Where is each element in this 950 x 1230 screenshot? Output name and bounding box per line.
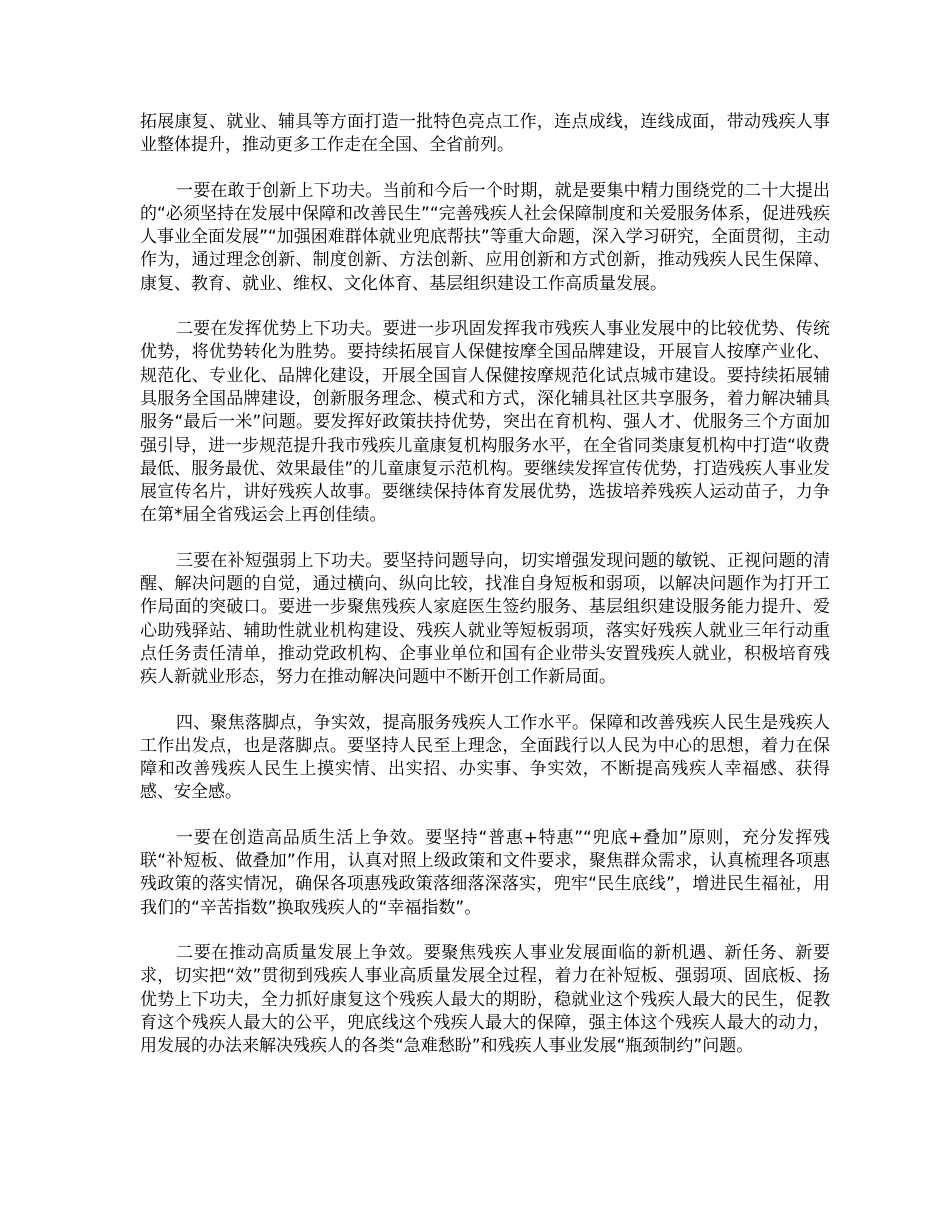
paragraph-4: 三要在补短强弱上下功夫。要坚持问题导向，切实增强发现问题的敏锐、正视问题的清醒、解决问题的自觉，通过横向、纵向比较，找准自身短板和弱项，以解决问题作为打开工作局面的突破口。要进一步聚焦残疾人家庭医生签约服务、基层组织建设服务能力提升、爱心助残驿站、辅助性就业机构建设、残疾人就业等短板弱项，落实好残疾人就业三年行动重点任务责任清单，推动党政机构、企事业单位和国有企业带头安置残疾人就业，积极培育残疾人新就业形态，努力在推动解决问题中不断开创工作新局面。: [140, 550, 830, 688]
paragraph-3: 二要在发挥优势上下功夫。要进一步巩固发挥我市残疾人事业发展中的比较优势、传统优势，将优势转化为胜势。要持续拓展盲人保健按摩全国品牌建设，开展盲人按摩产业化、规范化、专业化、品牌化建设，开展全国盲人保健按摩规范化试点城市建设。要持续拓展辅具服务全国品牌建设，创新服务理念、模式和方式，深化辅具社区共享服务，着力解决辅具服务“最后一米”问题。要发挥好政策扶持优势，突出在育机构、强人才、优服务三个方面加强引导，进一步规范提升我市残疾儿童康复机构服务水平，在全省同类康复机构中打造“收费最低、服务最优、效果最佳”的儿童康复示范机构。要继续发挥宣传优势，打造残疾人事业发展宣传名片，讲好残疾人故事。要继续保持体育发展优势，选拔培养残疾人运动苗子，力争在第*届全省残运会上再创佳绩。: [140, 319, 830, 526]
paragraph-6: 一要在创造高品质生活上争效。要坚持“普惠+特惠”“兜底+叠加”原则，充分发挥残联“补短板、做叠加”作用，认真对照上级政策和文件要求，聚焦群众需求，认真梳理各项惠残政策的落实情况，确保各项惠残政策落细落深落实，兜牢“民生底线”，增进民生福祉，用我们的“辛苦指数”换取残疾人的“幸福指数”。: [140, 827, 830, 918]
paragraph-5: 四、聚焦落脚点，争实效，提高服务残疾人工作水平。保障和改善残疾人民生是残疾人工作出发点，也是落脚点。要坚持人民至上理念，全面践行以人民为中心的思想，着力在保障和改善残疾人民生上摸实情、出实招、办实事、争实效，不断提高残疾人幸福感、获得感、安全感。: [140, 712, 830, 803]
paragraph-1: 拓展康复、就业、辅具等方面打造一批特色亮点工作，连点成线，连线成面，带动残疾人事业整体提升，推动更多工作走在全国、全省前列。: [140, 112, 830, 156]
paragraph-7: 二要在推动高质量发展上争效。要聚焦残疾人事业发展面临的新机遇、新任务、新要求，切实把“效”贯彻到残疾人事业高质量发展全过程，着力在补短板、强弱项、固底板、扬优势上下功夫，全力抓好康复这个残疾人最大的期盼，稳就业这个残疾人最大的民生，促教育这个残疾人最大的公平，兜底线这个残疾人最大的保障，强主体这个残疾人最大的动力，用发展的办法来解决残疾人的各类“急难愁盼”和残疾人事业发展“瓶颈制约”问题。: [140, 942, 830, 1057]
document-page: [140, 111, 830, 1080]
paragraph-2: 一要在敢于创新上下功夫。当前和今后一个时期，就是要集中精力围绕党的二十大提出的“必须坚持在发展中保障和改善民生”“完善残疾人社会保障制度和关爱服务体系，促进残疾人事业全面发展”“加强困难群体就业兜底帮扶”等重大命题，深入学习研究，全面贯彻，主动作为，通过理念创新、制度创新、方法创新、应用创新和方式创新，推动残疾人民生保障、康复、教育、就业、维权、文化体育、基层组织建设工作高质量发展。: [140, 180, 830, 294]
